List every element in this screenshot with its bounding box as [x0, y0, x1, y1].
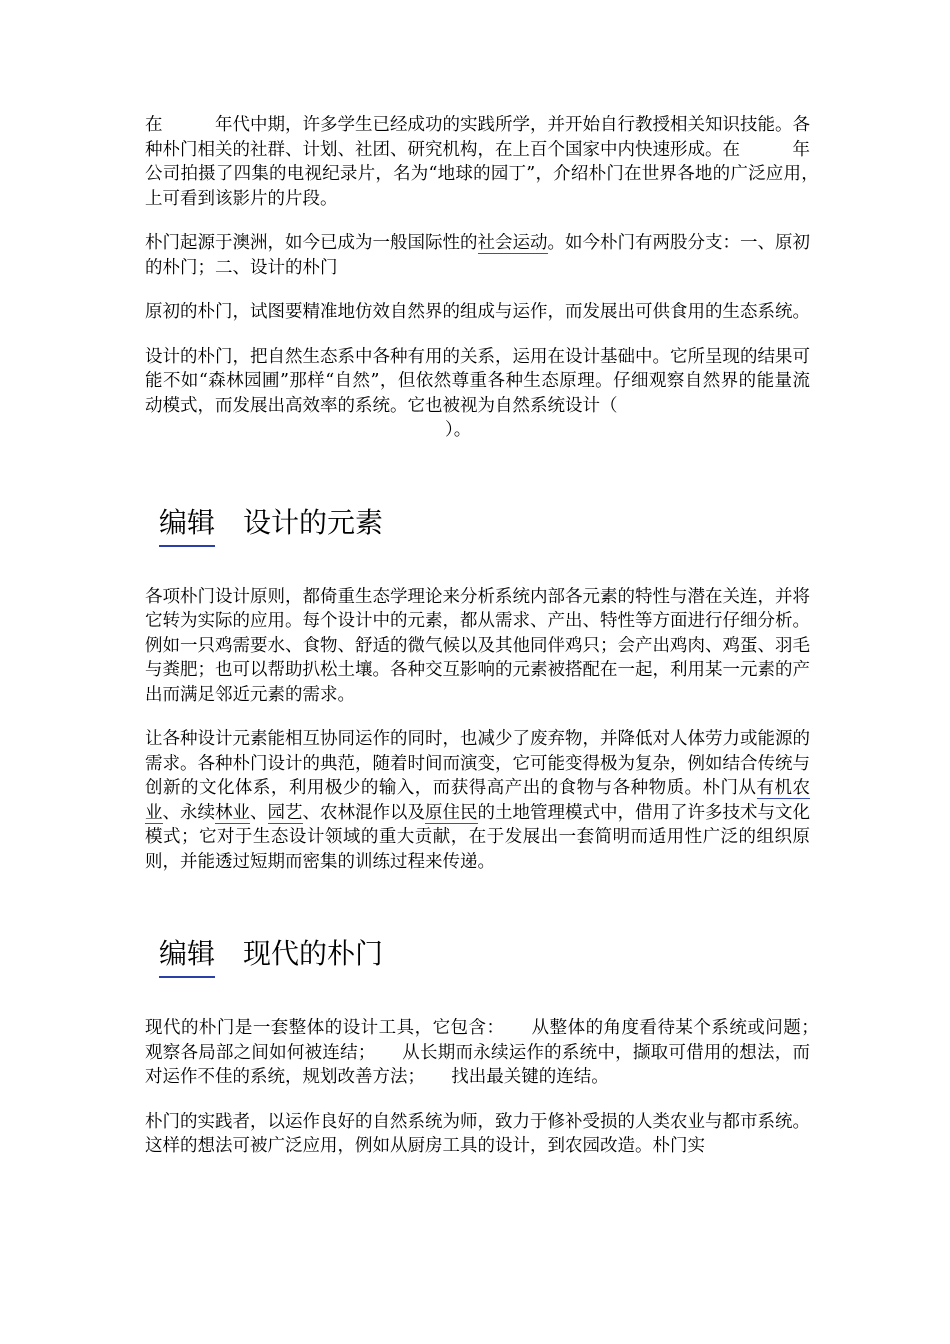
paragraph-design-permaculture [145, 345, 810, 443]
paragraph-synergy-text-e: 的土地管理模式中，借用了许多技术与文化模式；它对于生态设计领域的重大贡献，在于发展出一套简明而适用性广泛的组织原则，并能透过短期而密集的训练过程来传递。 [145, 802, 810, 872]
section-heading-design-elements [159, 505, 810, 549]
paragraph-synergy-text-b: 、永续 [162, 802, 215, 823]
paragraph-synergy [145, 727, 810, 874]
edit-link[interactable]: 编辑 [159, 505, 215, 547]
document-body [145, 113, 898, 1159]
section-title: 设计的元素 [243, 505, 384, 539]
paragraph-elements: 各项朴门设计原则，都倚重生态学理论来分析系统内部各元素的特性与潜在关连，并将它转为实际的应用。每个设计中的元素，都从需求、产出、特性等方面进行仔细分析。例如一只鸡需要水、食物、舒适的微气候以及其他同伴鸡只；会产出鸡肉、鸡蛋、羽毛与粪肥；也可以帮助扒松土壤。各种交互影响的元素被搭配在一起，利用某一元素的产出而满足邻近元素的需求。 [145, 586, 810, 705]
link-horticulture[interactable]: 园艺 [267, 802, 303, 823]
paragraph-synergy-text-c: 、 [250, 802, 268, 823]
paragraph-history: 在 年代中期，许多学生已经成功的实践所学，并开始自行教授相关知识技能。各种朴门相关的社群、计划、社团、研究机构，在上百个国家中内快速形成。在 年 公司拍摄了四集的电视纪录片，名为“地球的园丁”，介绍朴门在世界各地的广泛应用， 上可看到该影片的片段。 [145, 115, 898, 209]
paragraph-synergy-text-d: 、农林混作以及 [302, 802, 425, 823]
paragraph-modern-tools: 现代的朴门是一套整体的设计工具，它包含： 从整体的角度看待某个系统或问题； 观察各局部之间如何被连结； 从长期而永续运作的系统中，撷取可借用的想法，而对运作不佳的系统，规划改善方法； 找出最关键的连结。 [145, 1018, 845, 1087]
section-title: 现代的朴门 [243, 937, 384, 970]
link-forestry[interactable]: 林业 [215, 802, 250, 823]
paragraph-origin [145, 231, 810, 280]
paragraph-origin-text-a: 朴门起源于澳洲，如今已成为一般国际性的 [145, 233, 478, 253]
link-organic-agriculture[interactable]: 有机农业 [145, 778, 811, 823]
paragraph-design-text-b: ）。 [445, 420, 472, 440]
paragraph-practitioners: 朴门的实践者，以运作良好的自然系统为师，致力于修补受损的人类农业与都市系统。这样的想法可被广泛应用，例如从厨房工具的设计，到农园改造。朴门实 [145, 1111, 810, 1156]
link-indigenous[interactable]: 原住民 [425, 802, 478, 823]
paragraph-synergy-text-a: 让各种设计元素能相互协同运作的同时，也减少了废弃物，并降低对人体劳力或能源的需求。各种朴门设计的典范，随着时间而演变，它可能变得极为复杂，例如结合传统与创新的文化体系，利用极少的输入，而获得高产出的食物与各种物质。朴门从 [145, 729, 810, 798]
edit-link[interactable]: 编辑 [159, 936, 215, 978]
paragraph-design-text-a: 设计的朴门，把自然生态系中各种有用的关系，运用在设计基础中。它所呈现的结果可能不如“森林园圃”那样“自然”，但依然尊重各种生态原理。仔细观察自然界的能量流动模式，而发展出高效率的系统。它也被视为自然系统设计（ [145, 346, 810, 416]
paragraph-original-permaculture: 原初的朴门，试图要精准地仿效自然界的组成与运作，而发展出可供食用的生态系统。 [145, 302, 810, 322]
paragraph-origin-text-b: 。如今朴门有两股分支：一、原初的朴门；二、设计的朴门 [145, 233, 810, 278]
section-heading-modern-permaculture [159, 936, 810, 980]
link-social-movement[interactable]: 社会运动 [477, 233, 548, 253]
